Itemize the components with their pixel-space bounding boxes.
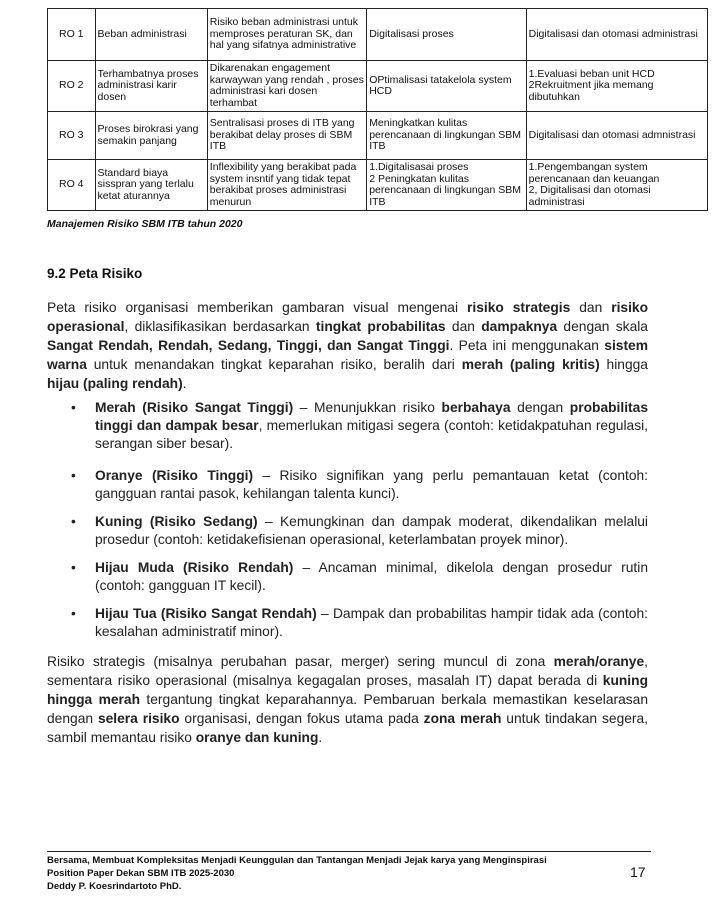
bullet-icon: • xyxy=(71,468,76,483)
risk-cause-cell: Risiko beban administrasi untuk memproses peraturan SK, dan hal yang sifatnya administrative xyxy=(207,9,366,61)
risk-cause-cell: Inflexibility yang berakibat pada system insntif yang tidak tepat berakibat proses administrasi menurun xyxy=(207,160,366,211)
risk-action-cell: 1.Pengembangan system perencanaan dan keuangan 2, Digitalisasi dan otomasi administrasi xyxy=(526,160,707,211)
risk-code-cell: RO 2 xyxy=(48,61,96,112)
page-number: 17 xyxy=(630,864,646,880)
table-row xyxy=(48,61,708,112)
footer-paper-title: Position Paper Dekan SBM ITB 2025-2030 xyxy=(47,868,235,879)
risk-table xyxy=(47,8,708,211)
risk-mitigation-cell: OPtimalisasi tatakelola system HCD xyxy=(367,61,526,112)
table-row xyxy=(48,160,708,211)
list-item-orange: • Oranye (Risiko Tinggi) – Risiko signifikan yang perlu pemantauan ketat (contoh: gangguan rantai pasok, kehilangan talenta kunci). xyxy=(71,468,649,501)
intro-paragraph: Peta risiko organisasi memberikan gambaran visual mengenai risiko strategis dan risiko operasional, diklasifikasikan berdasarkan tingkat probabilitas dan dampaknya dengan skala Sangat Rendah, Rendah, Sedang, Tinggi, dan Sangat Tinggi. Peta ini menggunakan sistem warna untuk menandakan tingkat keparahan risiko, beralih dari merah (paling kritis) hingga hijau (paling rendah). xyxy=(47,300,649,391)
section-title: 9.2 Peta Risiko xyxy=(47,266,143,281)
list-item-red: • Merah (Risiko Sangat Tinggi) – Menunjukkan risiko berbahaya dengan probabilitas tinggi dan dampak besar, memerlukan mitigasi segera (contoh: ketidakpatuhan regulasi, serangan siber besar). xyxy=(71,400,648,451)
footer-divider xyxy=(47,851,651,852)
table-row xyxy=(48,112,708,160)
risk-code-cell: RO 3 xyxy=(48,112,96,160)
risk-action-cell: 1.Evaluasi beban unit HCD 2Rekruitment jika memang dibutuhkan xyxy=(526,61,707,112)
table-row xyxy=(48,9,708,61)
risk-code-cell: RO 1 xyxy=(48,9,96,61)
risk-code-cell: RO 4 xyxy=(48,160,96,211)
risk-action-cell: Digitalisasi dan otomasi admnistrasi xyxy=(526,112,707,160)
list-item-dark-green: • Hijau Tua (Risiko Sangat Rendah) – Dampak dan probabilitas hampir tidak ada (contoh: kesalahan administratif minor). xyxy=(71,606,648,639)
bullet-icon: • xyxy=(71,514,76,529)
bullet-icon: • xyxy=(71,400,76,415)
closing-paragraph: Risiko strategis (misalnya perubahan pasar, merger) sering muncul di zona merah/oranye, sementara risiko operasional (misalnya kegagalan proses, masalah IT) dapat berada di kuning hingga merah tergantung tingkat keparahannya. Pembaruan berkala memastikan keselarasan dengan selera risiko organisasi, dengan fokus utama pada zona merah untuk tindakan segera, sambil memantau risiko oranye dan kuning. xyxy=(47,654,649,745)
footer-tagline: Bersama, Membuat Kompleksitas Menjadi Keunggulan dan Tantangan Menjadi Jejak karya yang Menginspirasi xyxy=(47,855,547,866)
bullet-icon: • xyxy=(71,606,76,621)
list-item-yellow: • Kuning (Risiko Sedang) – Kemungkinan dan dampak moderat, dikendalikan melalui prosedur (contoh: ketidakefisienan operasional, keterlambatan proyek minor). xyxy=(71,514,649,547)
risk-mitigation-cell: Digitalisasi proses xyxy=(367,9,526,61)
risk-level-list xyxy=(47,399,648,641)
risk-name-cell: Proses birokrasi yang semakin panjang xyxy=(95,112,207,160)
risk-mitigation-cell: Meningkatkan kulitas perencanaan di lingkungan SBM ITB xyxy=(367,112,526,160)
risk-mitigation-cell: 1.Digitalisasai proses 2 Peningkatan kulitas perencanaan di lingkungan SBM ITB xyxy=(367,160,526,211)
footer-author: Deddy P. Koesrindartoto PhD. xyxy=(47,881,182,892)
bullet-icon: • xyxy=(71,560,76,575)
risk-cause-cell: Dikarenakan engagement karwaywan yang rendah , proses administrasi kari dosen terhambat xyxy=(207,61,366,112)
risk-action-cell: Digitalisasi dan otomasi administrasi xyxy=(526,9,707,61)
risk-name-cell: Standard biaya sisspran yang terlalu ketat aturannya xyxy=(95,160,207,211)
risk-name-cell: Terhambatnya proses administrasi karir dosen xyxy=(95,61,207,112)
table-caption: Manajemen Risiko SBM ITB tahun 2020 xyxy=(47,218,243,230)
risk-cause-cell: Sentralisasi proses di ITB yang berakibat delay proses di SBM ITB xyxy=(207,112,366,160)
list-item-light-green: • Hijau Muda (Risiko Rendah) – Ancaman minimal, dikelola dengan prosedur rutin (contoh: gangguan IT kecil). xyxy=(71,560,648,593)
risk-name-cell: Beban administrasi xyxy=(95,9,207,61)
